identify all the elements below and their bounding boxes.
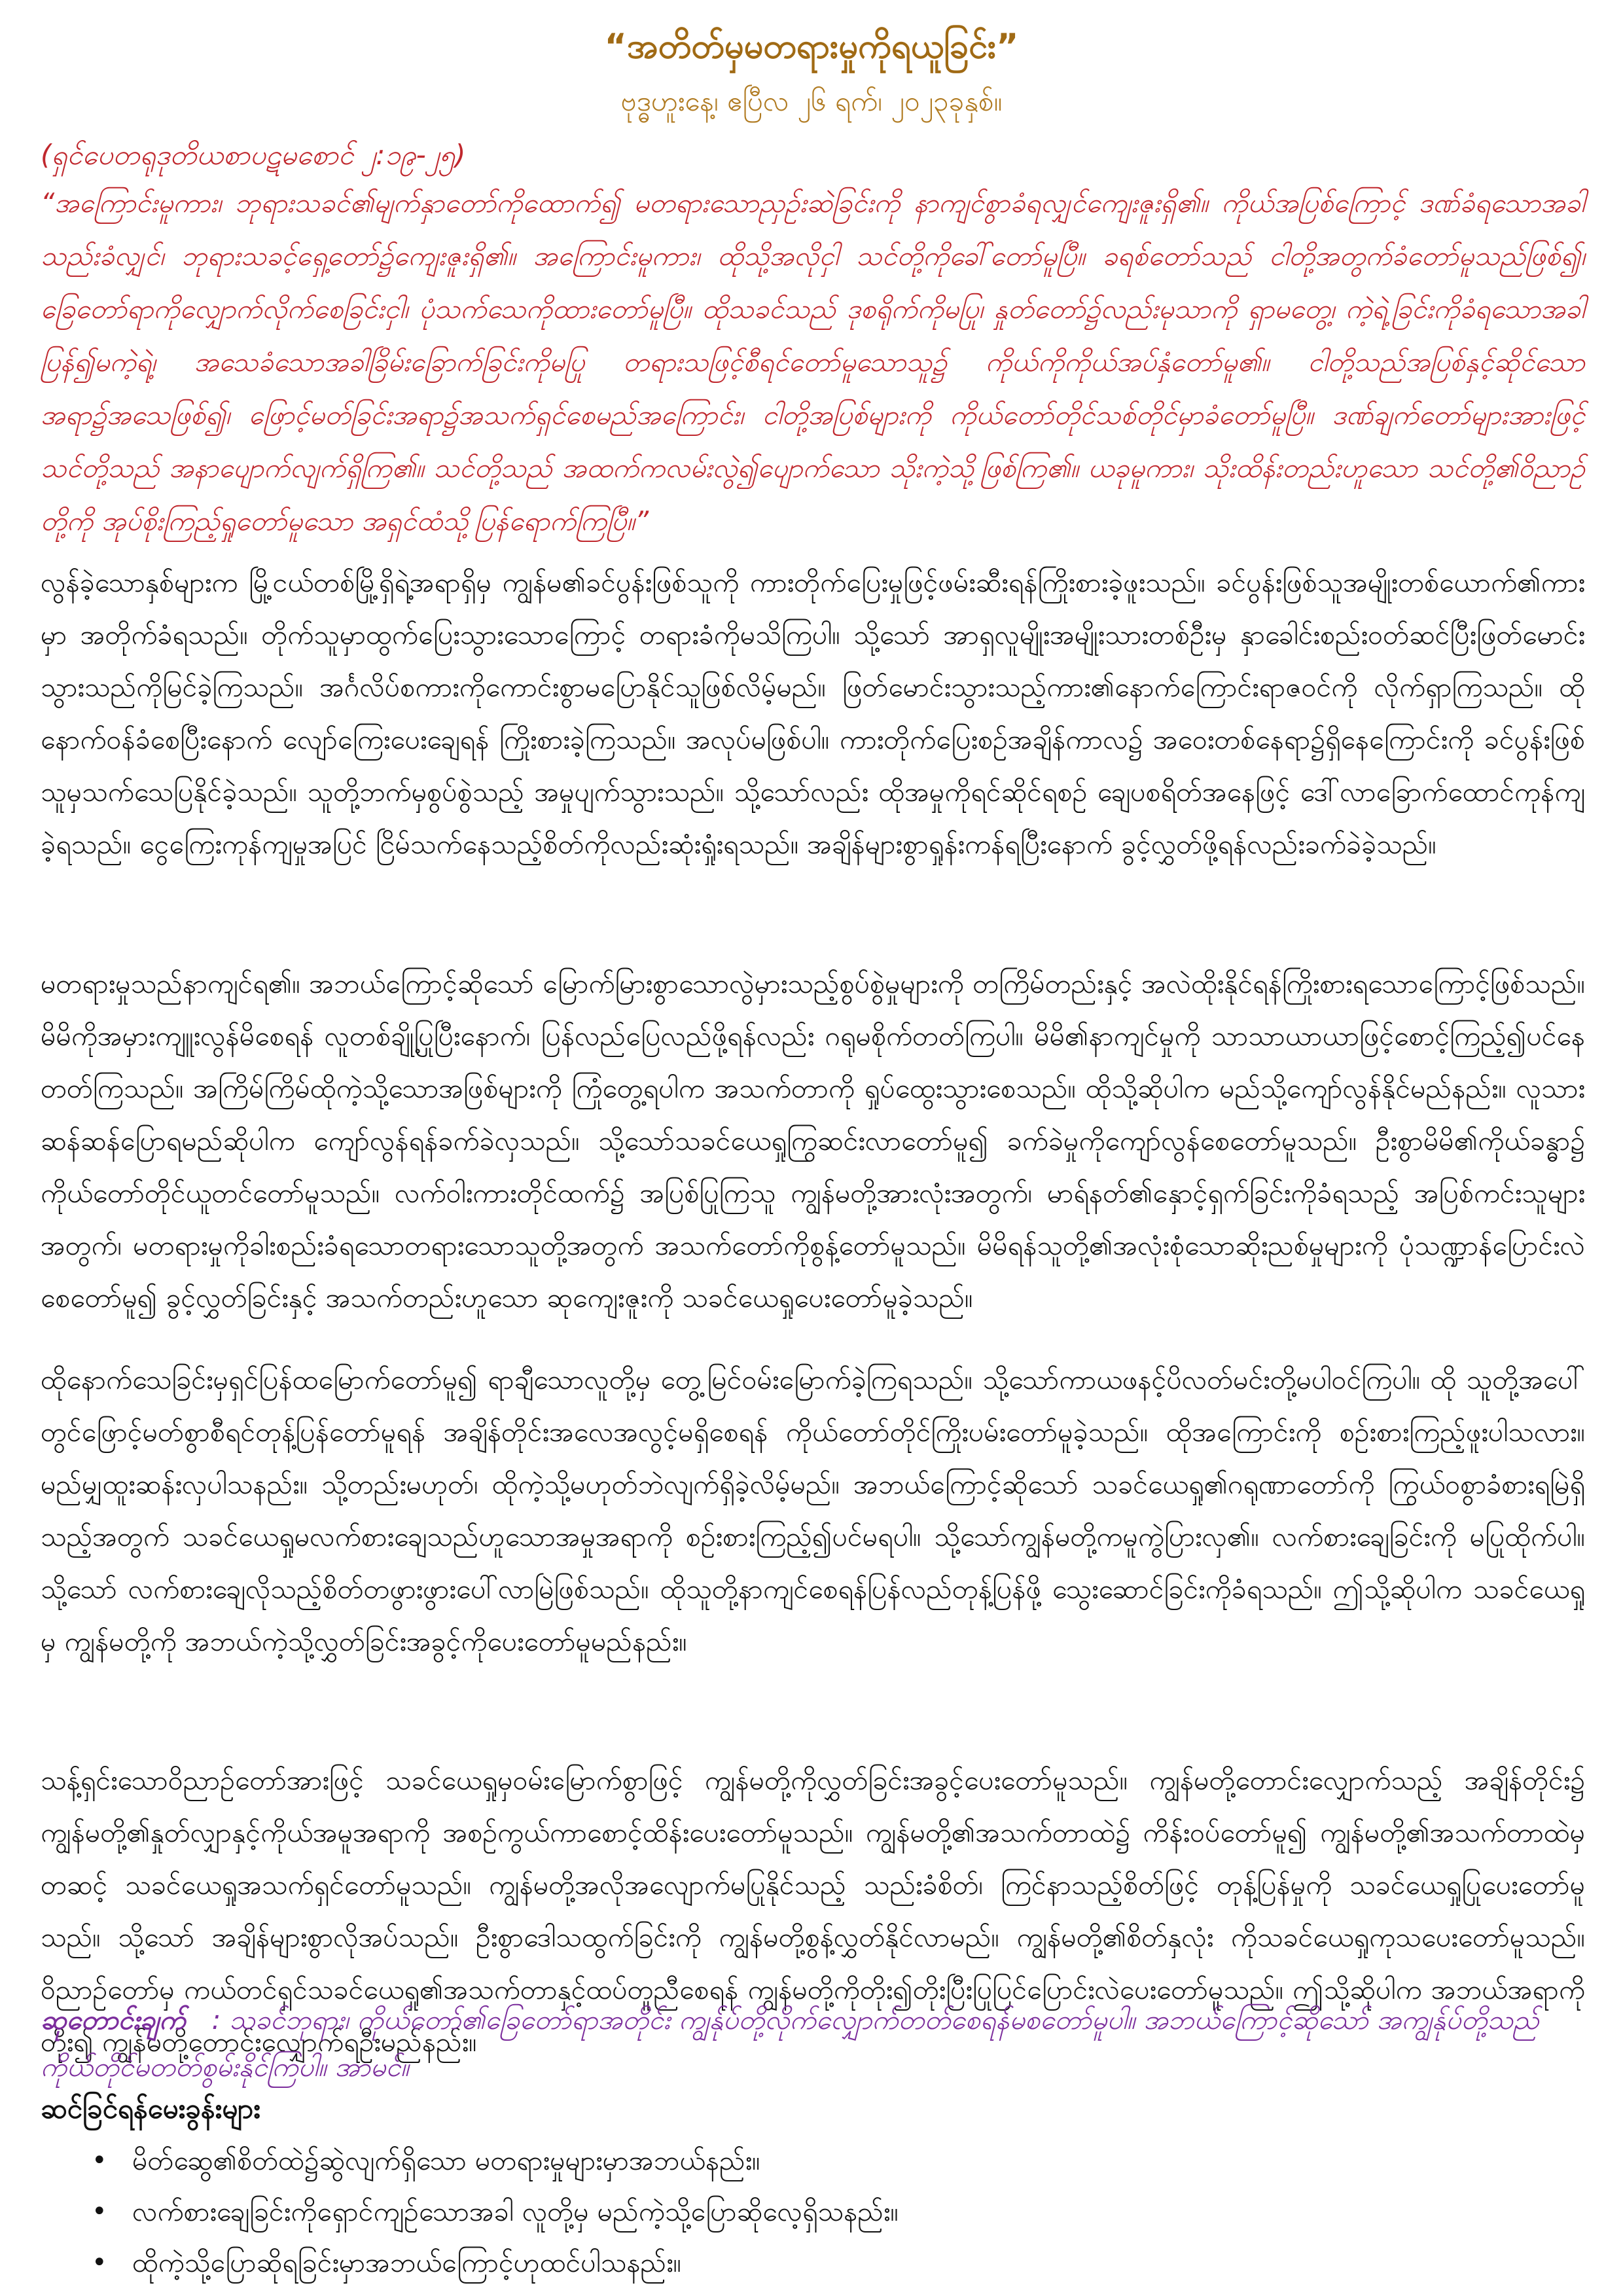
body-paragraph-4: သန့်ရှင်းသောဝိညာဉ်တော်အားဖြင့် သခင်ယေရှုမှဝမ်းမြောက်စွာဖြင့် ကျွန်မတို့ကိုလွှတ်ခြင်းအခွင့်ပေးတော်မူသည်။ ကျွန်မတို့တောင်းလျှောက်သည့် အချိန်တိုင်း၌ ကျွန်မတို့၏နှုတ်လျှာနှင့်ကိုယ်အမူအရာကို အစဉ်ကွယ်ကာစောင့်ထိန်းပေးတော်မူသည်။ ကျွန်မတို့၏အသက်တာထဲ၌ ကိန်းဝပ်တော်မူ၍ ကျွန်မတို့၏အသက်တာထဲမှတဆင့် သခင်ယေရှုအသက်ရှင်တော်မူသည်။ ကျွန်မတို့အလိုအလျောက်မပြုနိုင်သည့် သည်းခံစိတ်၊ ကြင်နာသည့်စိတ်ဖြင့် တုန့်ပြန်မှုကို သခင်ယေရှုပြုပေးတော်မူသည်။ သို့သော် အချိန်များစွာလိုအပ်သည်။ ဦးစွာဒေါသထွက်ခြင်းကို ကျွန်မတို့စွန့်လွှတ်နိုင်လာမည်။ ကျွန်မတို့၏စိတ်နှလုံး ကိုသခင်ယေရှုကုသပေးတော်မူသည်။ ဝိညာဉ်တော်မှ ကယ်တင်ရှင်သခင်ယေရှု၏အသက်တာနှင့်ထပ်တူညီစေရန် ကျွန်မတို့ကိုတိုး၍တိုးပြီးပြုပြင်ပြောင်းလဲပေးတော်မူသည်။ ဤသို့ဆိုပါက အဘယ်အရာကိုတိုး၍ ကျွန်မတို့တောင်းလျှောက်ရဦးမည်နည်း။ <box>41 1765 1585 2058</box>
body-paragraph-2: မတရားမှုသည်နာကျင်ရ၏။ အဘယ်ကြောင့်ဆိုသော် မြောက်မြားစွာသောလွဲမှားသည့်စွပ်စွဲမှုများကို တကြိမ်တည်းနှင့် အလဲထိုးနိုင်ရန်ကြိုးစားရသောကြောင့်ဖြစ်သည်။ မိမိကိုအမှားကျူးလွန်မိစေရန် လူတစ်ချို့ပြုပြီးနောက်၊ ပြန်လည်ပြေလည်ဖို့ရန်လည်း ဂရုမစိုက်တတ်ကြပါ။ မိမိ၏နာကျင်မှုကို သာသာယာယာဖြင့်စောင့်ကြည့်၍ပင်နေတတ်ကြသည်။ အကြိမ်ကြိမ်ထိုကဲ့သို့သောအဖြစ်များကို ကြုံတွေ့ရပါက အသက်တာကို ရှုပ်ထွေးသွားစေသည်။ ထိုသို့ဆိုပါက မည်သို့ကျော်လွန်နိုင်မည်နည်း။ လူသားဆန်ဆန်ပြောရမည်ဆိုပါက ကျော်လွန်ရန်ခက်ခဲလှသည်။ သို့သော်သခင်ယေရှုကြွဆင်းလာတော်မူ၍ ခက်ခဲမှုကိုကျော်လွန်စေတော်မူသည်။ ဦးစွာမိမိ၏ကိုယ်ခန္ဓာ၌ ကိုယ်တော်တိုင်ယူတင်တော်မူသည်။ လက်ဝါးကားတိုင်ထက်၌ အပြစ်ပြုကြသူ ကျွန်မတို့အားလုံးအတွက်၊ မာရ်နတ်၏နှောင့်ရှက်ခြင်းကိုခံရသည့် အပြစ်ကင်းသူများအတွက်၊ မတရားမှုကိုခါးစည်းခံရသောတရားသောသူတို့အတွက် အသက်တော်ကိုစွန့်တော်မူသည်။ မိမိရန်သူတို့၏အလုံးစုံသောဆိုးညစ်မှုများကို ပုံသဏ္ဍာန်ပြောင်းလဲစေတော်မူ၍ ခွင့်လွှတ်ခြင်းနှင့် အသက်တည်းဟူသော ဆုကျေးဇူးကို သခင်ယေရှုပေးတော်မူခဲ့သည်။ <box>41 968 1585 1314</box>
bullet-icon: • <box>92 2248 107 2278</box>
question-item <box>41 2186 1585 2237</box>
prayer-block <box>41 1996 1585 2090</box>
prayer-text: : သခင်ဘုရား၊ ကိုယ်တော်၏ခြေတော်ရာအတိုင်း ကျွန်ုပ်တို့လိုက်လျှောက်တတ်စေရန်မစတော်မူပါ။ အဘယ်ကြောင့်ဆိုသော် အကျွန်ုပ်တို့သည် ကိုယ်တိုင်မတတ်စွမ်းနိုင်ကြပါ။ အာမင်။ <box>41 2004 1539 2083</box>
prayer-label: ဆုတောင်းချက် <box>41 2004 186 2036</box>
question-text: လက်စားချေခြင်းကိုရှောင်ကျဉ်သောအခါ လူတို့မှ မည်ကဲ့သို့ပြောဆိုလေ့ရှိသနည်း။ <box>132 2196 899 2227</box>
page-title: “အတိတ်မှမတရားမှုကိုရယူခြင်း” <box>604 27 1019 66</box>
scripture-reference: (ရှင်ပေတရုဒုတိယစာပဋမစောင် ၂:၁၉-၂၅) <box>41 139 466 171</box>
questions-heading: ဆင်ခြင်ရန်မေးခွန်းများ <box>41 2092 260 2125</box>
bullet-icon: • <box>92 2197 107 2227</box>
scripture-quote: “အကြောင်းမူကား၊ ဘုရားသခင်၏မျက်နှာတော်ကိုထောက်၍ မတရားသောညှဉ်းဆဲခြင်းကို နာကျင်စွာခံရလျှင်ကျေးဇူးရှိ၏။ ကိုယ်အပြစ်ကြောင့် ဒဏ်ခံရသောအခါသည်းခံလျှင်၊ ဘုရားသခင့်ရှေ့တော်၌ကျေးဇူးရှိ၏။ အကြောင်းမူကား၊ ထိုသို့အလိုငှါ သင်တို့ကိုခေါ်တော်မူပြီ။ ခရစ်တော်သည် ငါတို့အတွက်ခံတော်မူသည်ဖြစ်၍၊ ခြေတော်ရာကိုလျှောက်လိုက်စေခြင်းငှါ၊ ပုံသက်သေကိုထားတော်မူပြီ။ ထိုသခင်သည် ဒုစရိုက်ကိုမပြု၊ နှုတ်တော်၌လည်းမုသာကို ရှာမတွေ့၊ ကဲ့ရဲ့ခြင်းကိုခံရသောအခါပြန်၍မကဲ့ရဲ့၊ အသေခံသောအခါခြိမ်းခြောက်ခြင်းကိုမပြု တရားသဖြင့်စီရင်တော်မူသောသူ၌ ကိုယ်ကိုကိုယ်အပ်နှံတော်မူ၏။ ငါတို့သည်အပြစ်နှင့်ဆိုင်သောအရာ၌အသေဖြစ်၍၊ ဖြောင့်မတ်ခြင်းအရာ၌အသက်ရှင်စေမည်အကြောင်း၊ ငါတို့အပြစ်များကို ကိုယ်တော်တိုင်သစ်တိုင်မှာခံတော်မူပြီ။ ဒဏ်ချက်တော်များအားဖြင့် သင်တို့သည် အနာပျောက်လျက်ရှိကြ၏။ သင်တို့သည် အထက်ကလမ်းလွဲ၍ပျောက်သော သိုးကဲ့သို့ဖြစ်ကြ၏။ ယခုမူကား၊ သိုးထိန်းတည်းဟူသော သင်တို့၏ဝိညာဉ်တို့ကို အုပ်စိုးကြည့်ရှုတော်မူသော အရှင်ထံသို့ပြန်ရောက်ကြပြီ။” <box>41 187 1585 537</box>
bullet-icon: • <box>92 2145 107 2176</box>
question-text: ထိုကဲ့သို့ပြောဆိုရခြင်းမှာအဘယ်ကြောင့်ဟုထင်ပါသနည်း။ <box>132 2247 682 2278</box>
body-paragraph-1: လွန်ခဲ့သောနှစ်များက မြို့ငယ်တစ်မြို့ရှိရဲ့အရာရှိမှ ကျွန်မ၏ခင်ပွန်းဖြစ်သူကို ကားတိုက်ပြေးမှုဖြင့်ဖမ်းဆီးရန်ကြိုးစားခဲ့ဖူးသည်။ ခင်ပွန်းဖြစ်သူအမျိုးတစ်ယောက်၏ကားမှာ အတိုက်ခံရသည်။ တိုက်သူမှာထွက်ပြေးသွားသောကြောင့် တရားခံကိုမသိကြပါ။ သို့သော် အာရှလူမျိုးအမျိုးသားတစ်ဦးမှ နှာခေါင်းစည်းဝတ်ဆင်ပြီးဖြတ်မောင်းသွားသည်ကိုမြင်ခဲ့ကြသည်။ အင်္ဂလိပ်စကားကိုကောင်းစွာမပြောနိုင်သူဖြစ်လိမ့်မည်။ ဖြတ်မောင်းသွားသည့်ကား၏နောက်ကြောင်းရာဇဝင်ကို လိုက်ရှာကြသည်။ ထိုနောက်ဝန်ခံစေပြီးနောက် လျော်ကြေးပေးချေရန် ကြိုးစားခဲ့ကြသည်။ အလုပ်မဖြစ်ပါ။ ကားတိုက်ပြေးစဉ်အချိန်ကာလ၌ အဝေးတစ်နေရာ၌ရှိနေကြောင်းကို ခင်ပွန်းဖြစ်သူမှသက်သေပြနိုင်ခဲ့သည်။ သူတို့ဘက်မှစွပ်စွဲသည့် အမှုပျက်သွားသည်။ သို့သော်လည်း ထိုအမှုကိုရင်ဆိုင်ရစဉ် ချေပစရိတ်အနေဖြင့် ဒေါ်လာခြောက်ထောင်ကုန်ကျခဲ့ရသည်။ ငွေကြေးကုန်ကျမှုအပြင် ငြိမ်သက်နေသည့်စိတ်ကိုလည်းဆုံးရှုံးရသည်။ အချိန်များစွာရှုန်းကန်ရပြီးနောက် ခွင့်လွှတ်ဖို့ရန်လည်းခက်ခဲခဲ့သည်။ <box>41 567 1585 860</box>
question-item <box>41 2135 1585 2186</box>
question-text: မိတ်ဆွေ၏စိတ်ထဲ၌ဆွဲလျက်ရှိသော မတရားမှုများမှာအဘယ်နည်း။ <box>132 2145 760 2176</box>
questions-list <box>41 2135 1585 2288</box>
date-line: ဗုဒ္ဓဟူးနေ့၊ ဧပြီလ ၂၆ ရက်၊ ၂၀၂၃ခုနှစ်။ <box>620 85 1003 117</box>
question-item <box>41 2237 1585 2288</box>
body-paragraph-3: ထိုနောက်သေခြင်းမှရှင်ပြန်ထမြောက်တော်မူ၍ ရာချီသောလူတို့မှ တွေ့မြင်ဝမ်းမြောက်ခဲ့ကြရသည်။ သို့သော်ကာယဖနင့်ပိလတ်မင်းတို့မပါဝင်ကြပါ။ ထို သူတို့အပေါ်တွင်ဖြောင့်မတ်စွာစီရင်တုန့်ပြန်တော်မူရန် အချိန်တိုင်းအလေအလွင့်မရှိစေရန် ကိုယ်တော်တိုင်ကြိုးပမ်းတော်မူခဲ့သည်။ ထိုအကြောင်းကို စဉ်းစားကြည့်ဖူးပါသလား။ မည်မျှထူးဆန်းလှပါသနည်း။ သို့တည်းမဟုတ်၊ ထိုကဲ့သို့မဟုတ်ဘဲလျက်ရှိခဲ့လိမ့်မည်။ အဘယ်ကြောင့်ဆိုသော် သခင်ယေရှု၏ဂရုဏာတော်ကို ကြွယ်ဝစွာခံစားရမြဲရှိသည့်အတွက် သခင်ယေရှုမလက်စားချေသည်ဟူသောအမှုအရာကို စဉ်းစားကြည့်၍ပင်မရပါ။ သို့သော်ကျွန်မတို့ကမူကွဲပြားလှ၏။ လက်စားချေခြင်းကို မပြုထိုက်ပါ။ သို့သော် လက်စားချေလိုသည့်စိတ်တဖွားဖွားပေါ်လာမြဲဖြစ်သည်။ ထိုသူတို့နာကျင်စေရန်ပြန်လည်တုန့်ပြန်ဖို့ သွေးဆောင်ခြင်းကိုခံရသည်။ ဤသို့ဆိုပါက သခင်ယေရှုမှ ကျွန်မတို့ကို အဘယ်ကဲ့သို့လွှတ်ခြင်းအခွင့်ကိုပေးတော်မူမည်နည်း။ <box>41 1364 1585 1657</box>
